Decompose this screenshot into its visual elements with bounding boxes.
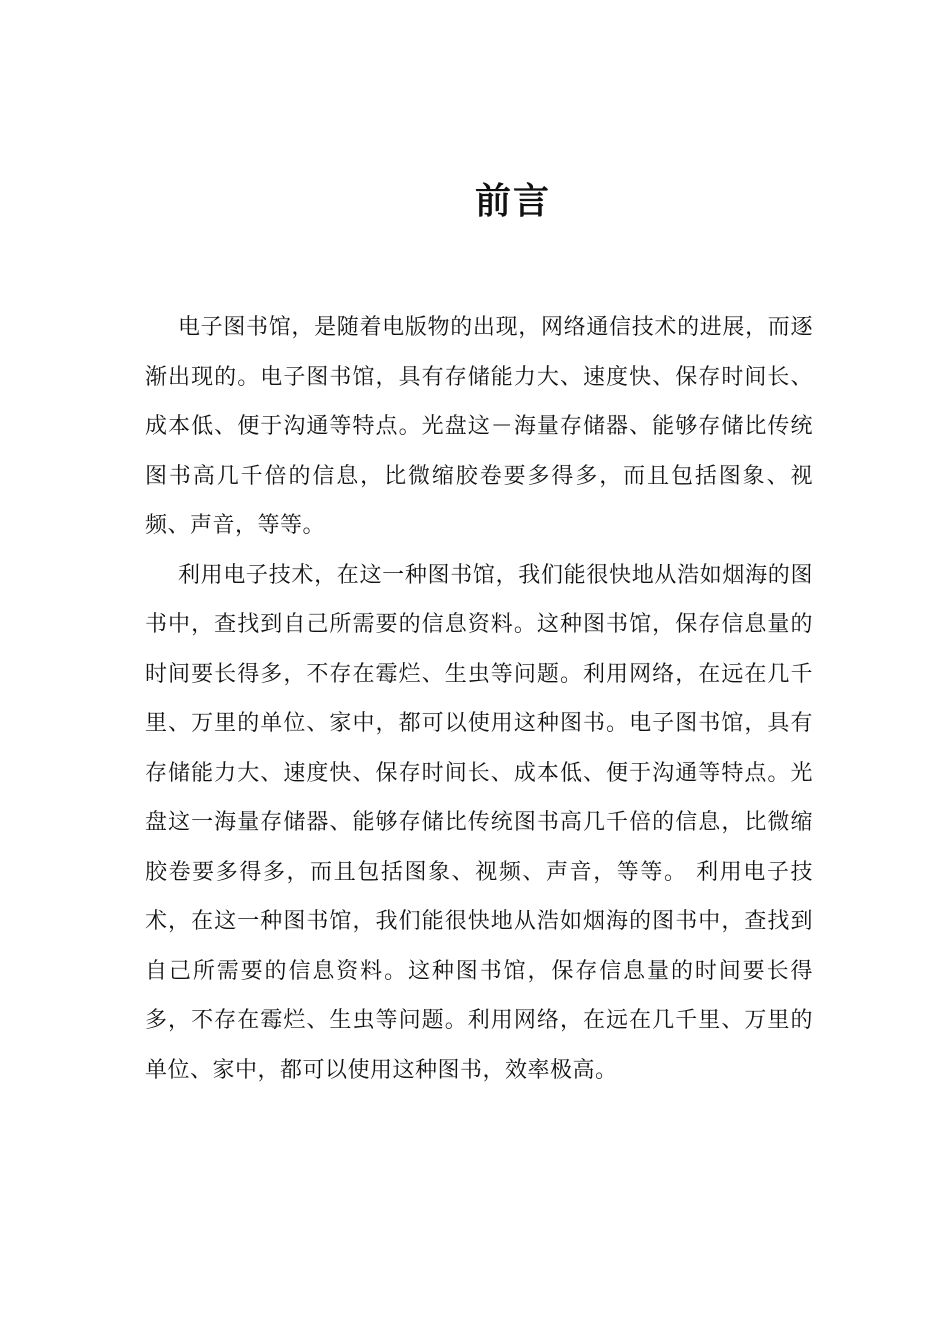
page-title: 前言 — [474, 180, 551, 222]
body-text — [145, 303, 813, 1095]
paragraph-1: 电子图书馆，是随着电版物的出现，网络通信技术的进展，而逐渐出现的。电子图书馆，具有存储能力大、速度快、保存时间长、成本低、便于沟通等特点。光盘这－海量存储器、能够存储比传统图书高几千倍的信息，比微缩胶卷要多得多，而且包括图象、视频、声音，等等。 — [145, 315, 813, 538]
paragraph-2: 利用电子技术，在这一种图书馆，我们能很快地从浩如烟海的图书中，查找到自己所需要的信息资料。这种图书馆，保存信息量的时间要长得多，不存在霉烂、生虫等问题。利用网络，在远在几千里、万里的单位、家中，都可以使用这种图书。电子图书馆，具有存储能力大、速度快、保存时间长、成本低、便于沟通等特点。光盘这一海量存储器、能够存储比传统图书高几千倍的信息，比微缩胶卷要多得多，而且包括图象、视频、声音，等等。 利用电子技术，在这一种图书馆，我们能很快地从浩如烟海的图书中，查找到自己所需要的信息资料。这种图书馆，保存信息量的时间要长得多，不存在霉烂、生虫等问题。利用网络，在远在几千里、万里的单位、家中，都可以使用这种图书，效率极高。 — [145, 562, 813, 1083]
